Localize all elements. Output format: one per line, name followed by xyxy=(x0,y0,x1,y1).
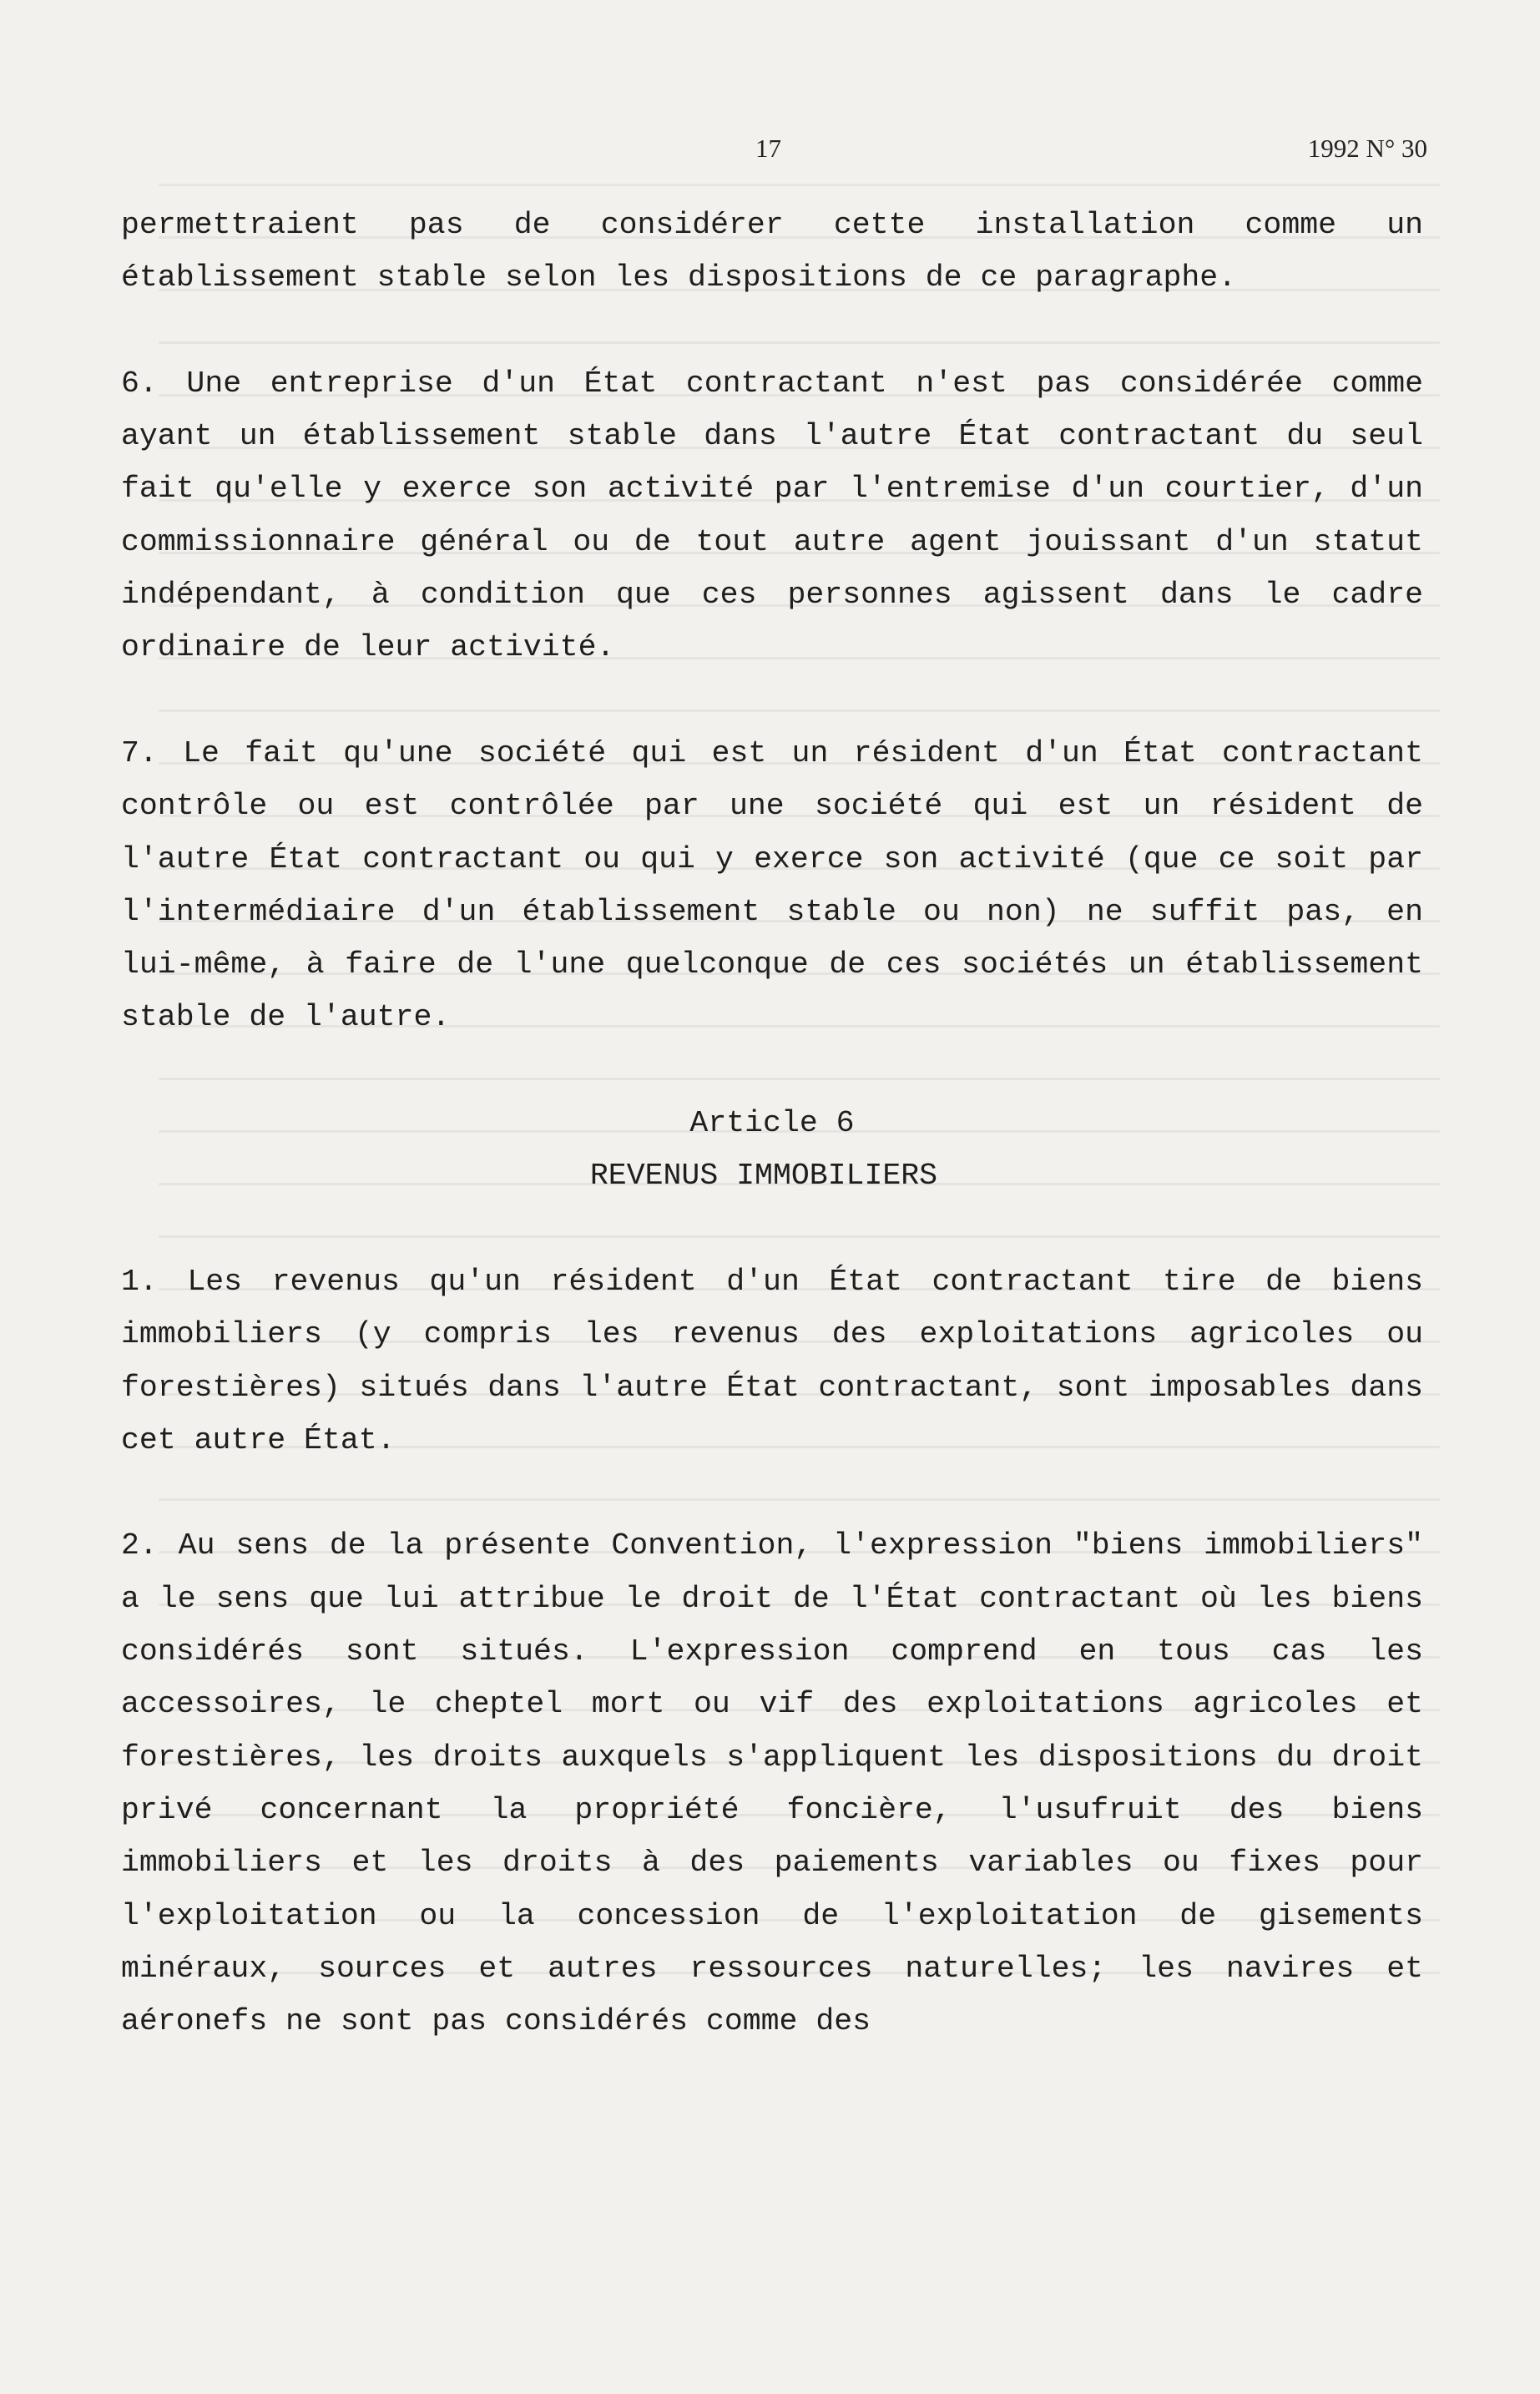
article-paragraph-2: 2. Au sens de la présente Convention, l'expression "biens immobiliers" a le sens que lui attribue le droit de l'État contractant où les biens considérés sont situés. L'expression comprend en tous cas les accessoires, le cheptel mort ou vif des exploitations agricoles et forestières, les droits auxquels s'appliquent les dispositions du droit privé concernant la propriété foncière, l'usufruit des biens immobiliers et les droits à des paiements variables ou fixes pour l'exploitation ou la concession de l'exploitation de gisements minéraux, sources et autres ressources naturelles; les navires et aéronefs ne sont pas considérés comme des xyxy=(121,1528,1423,2039)
paragraph-6: 6. Une entreprise d'un État contractant n'est pas considérée comme ayant un établissement stable dans l'autre État contractant du seul fait qu'elle y exerce son activité par l'entremise d'un courtier, d'un commissionnaire général ou de tout autre agent jouissant d'un statut indépendant, à condition que ces personnes agissent dans le cadre ordinaire de leur activité. xyxy=(121,366,1423,665)
issue-reference: 1992 N° 30 xyxy=(1307,134,1427,163)
document-body xyxy=(121,199,1423,2048)
paragraph-7: 7. Le fait qu'une société qui est un résident d'un État contractant contrôle ou est contrôlée par une société qui est un résident de l'autre État contractant ou qui y exerce son activité (que ce soit par l'intermédiaire d'un établissement stable ou non) ne suffit pas, en lui-même, à faire de l'une quelconque de ces sociétés un établissement stable de l'autre. xyxy=(121,735,1423,1035)
article-number: Article 6 xyxy=(689,1106,855,1141)
article-paragraph-1: 1. Les revenus qu'un résident d'un État contractant tire de biens immobiliers (y compris les revenus des exploitations agricoles ou forestières) situés dans l'autre État contractant, sont imposables dans cet autre État. xyxy=(121,1264,1423,1457)
page-number: 17 xyxy=(755,134,781,163)
article-title: REVENUS IMMOBILIERS xyxy=(589,1159,938,1194)
paragraph-intro: permettraient pas de considérer cette installation comme un établissement stable selon les dispositions de ce paragraphe. xyxy=(121,208,1423,295)
page-header xyxy=(0,134,1540,175)
